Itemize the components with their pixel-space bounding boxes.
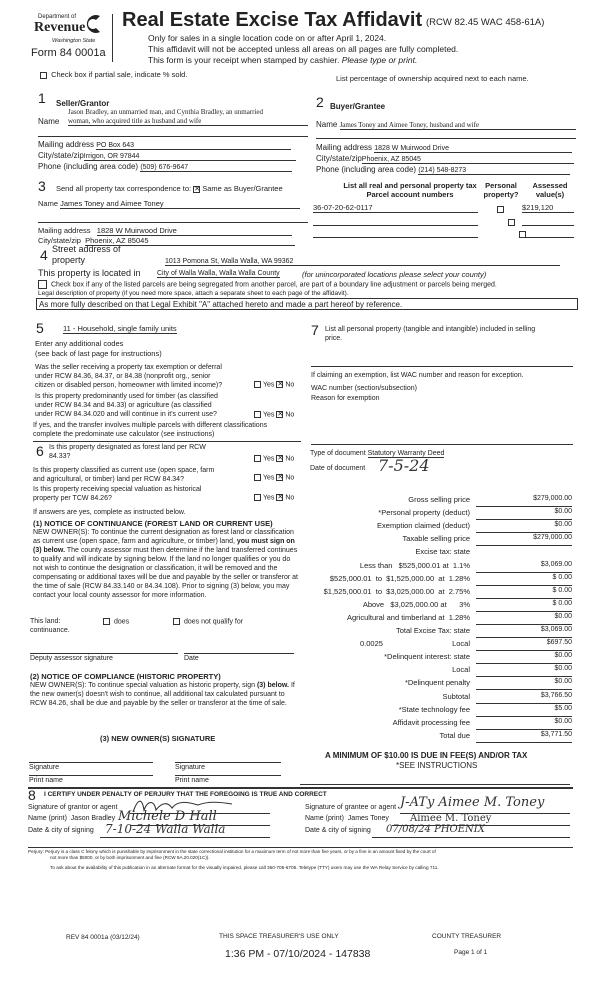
tax-row-value [476, 547, 572, 559]
tax-row-label: Less than $525,000.01 at 1.1% [359, 560, 470, 570]
buyer-phone-label: Phone (including area code) [316, 165, 417, 174]
yes-checkbox[interactable] [254, 381, 261, 388]
print-name-label: Print name [29, 777, 63, 784]
buyer-name-field[interactable]: James Toney and Aimee Toney, husband and wife [340, 121, 576, 130]
no-label: No [285, 381, 295, 389]
question-text: Is this property predominantly used for timber (as classified [35, 393, 218, 400]
logo-state: Washington State [52, 38, 96, 44]
page-title: Real Estate Excise Tax Affidavit [122, 9, 423, 31]
deputy-signature-label: Deputy assessor signature [30, 655, 113, 662]
correspondence-label: Send all property tax correspondence to: [56, 184, 192, 193]
notice2-text [30, 681, 300, 708]
seller-phone-field[interactable]: (509) 676-9647 [140, 164, 292, 172]
yes-checkbox[interactable] [254, 494, 261, 501]
same-as-buyer-label: Same as Buyer/Grantee [202, 184, 283, 193]
ownership-note: List percentage of ownership acquired next to each name. [336, 74, 529, 83]
grantor-signature-label: Signature of grantor or agent [28, 804, 118, 811]
seller-name-line1[interactable]: Jason Bradley, an unmarried man, and Cynthia Bradley, an unmarried [68, 108, 264, 116]
seller-city-label: City/state/zip [38, 151, 84, 160]
street-address-field[interactable]: 1013 Pomona St, Walla Walla, WA 99362 [165, 258, 560, 266]
tax-row-label: *State technology fee [398, 704, 470, 714]
seller-mail-field[interactable]: PO Box 643 [96, 142, 291, 150]
logo-revenue: Revenue [34, 20, 86, 35]
tax-row-label: Local [452, 665, 470, 675]
tax-row-value[interactable]: $0.00 [476, 521, 572, 533]
no-checkbox[interactable] [276, 381, 283, 388]
corr-city-field[interactable]: Phoenix, AZ 85045 [85, 236, 295, 246]
buyer-name-label: Name [316, 120, 338, 129]
tax-row-label: Total due [439, 730, 470, 740]
tax-row-value[interactable]: $0.00 [476, 613, 572, 625]
wac-label: WAC number (section/subsection) [311, 385, 417, 392]
new-owner-signature-label: Signature [175, 764, 205, 771]
if-yes-note: If answers are yes, complete as instructed below. [33, 509, 186, 516]
does-checkbox[interactable] [103, 618, 110, 625]
seller-phone-label: Phone (including area code) [38, 162, 139, 171]
does-not-label: does not qualify for [183, 618, 244, 626]
no-checkbox[interactable] [276, 411, 283, 418]
grantor-date-field[interactable]: 7-10-24 Walla Walla [105, 822, 226, 836]
notice2-bold: (3) below. [256, 682, 289, 689]
yes-checkbox[interactable] [254, 411, 261, 418]
tax-row [300, 494, 572, 507]
section-number: 4 [40, 247, 48, 263]
question-text: Was the seller receiving a property tax exemption or deferral [35, 364, 222, 371]
corr-city-label: City/state/zip [38, 236, 81, 245]
notice1-text-a: NEW OWNER(S): To continue the current designation as forest land or classification as current use (open space, farm and agriculture, or timber) land, [33, 529, 294, 545]
receipt-stamp: 1:36 PM - 07/10/2024 - 147838 [225, 948, 371, 960]
personal-head: Personal [485, 181, 517, 190]
statute: (RCW 82.45 WAC 458-61A) [426, 17, 545, 28]
personal-property-checkbox[interactable] [508, 219, 515, 226]
grantee-signature-label: Signature of grantee or agent [305, 804, 397, 811]
seller-mail-label: Mailing address [38, 140, 95, 149]
question-text: Is this property receiving special valuation as historical [33, 486, 202, 493]
tax-row [300, 651, 572, 664]
legal-description-field[interactable]: As more fully described on that Legal Exhibit "A" attached hereto and made a part hereof by reference. [36, 298, 578, 310]
located-label: This property is located in [38, 268, 141, 278]
assessed-value-field[interactable]: $219,120 [522, 203, 574, 213]
grantee-name-label: Name (print) [305, 815, 344, 822]
tax-row [300, 677, 572, 690]
tax-row [300, 691, 572, 704]
question-text: Is this property classified as current use (open space, farm [33, 467, 215, 474]
logo-dept: Department of [38, 14, 77, 20]
tax-row [300, 625, 572, 638]
parcel-number-field[interactable] [313, 228, 478, 238]
notice1-bold: you must sign on (3) below. [33, 538, 295, 554]
assessed-value-field[interactable] [522, 228, 574, 238]
county-treasurer-label: COUNTY TREASURER [432, 933, 502, 940]
grantee-name-field[interactable]: James Toney [347, 815, 389, 822]
tax-row-label: Subtotal [442, 691, 470, 701]
grantor-name-field[interactable]: Jason Bradley [70, 815, 116, 822]
tax-row-label: *Delinquent interest: state [384, 652, 470, 662]
perjury-text: not more than $5000, or by both imprisonment and fine (RCW 9A.20.020(1C)). [50, 855, 210, 860]
tax-row-label: *Delinquent penalty [404, 678, 470, 688]
assessed-head: Assessed [532, 181, 568, 190]
street-label: Street address of [52, 244, 121, 254]
doc-type-field[interactable]: Statutory Warranty Deed [367, 450, 445, 457]
buyer-heading: Buyer/Grantee [330, 102, 386, 111]
notice2-title: (2) NOTICE OF COMPLIANCE (HISTORIC PROPERTY) [30, 672, 221, 681]
header-line: This affidavit will not be accepted unless all areas on all pages are fully completed. [148, 44, 459, 54]
tax-row-prefix: 0.0025 [360, 639, 383, 649]
perjury-text: Perjury: Perjury is a class C felony which is punishable by imprisonment in the state correctional institution for a maximum term of not more than five years, or by a fine in an amount fixed by the court of [28, 849, 436, 854]
logo-swoosh-icon [82, 12, 104, 36]
no-label: No [285, 474, 295, 482]
same-as-buyer-checkbox[interactable] [193, 186, 200, 193]
continuance-label: continuance. [30, 627, 70, 634]
tax-row [300, 546, 572, 559]
tax-row-label: Gross selling price [408, 495, 470, 504]
grantor-date-label: Date & city of signing [28, 827, 94, 834]
form-number: Form 84 0001a [31, 47, 106, 59]
corr-mail-label: Mailing address [38, 226, 91, 235]
tax-row [300, 664, 572, 677]
grantee-name-handwritten: Aimee M. Toney [410, 813, 492, 824]
grantee-date-field[interactable]: 07/08/24 PHOENIX [386, 824, 485, 835]
parcel-head: Parcel account numbers [366, 190, 454, 199]
tax-row-label: Local [452, 639, 470, 649]
tax-row [300, 560, 572, 573]
seller-name-line2[interactable]: woman, who acquired title as husband and wife [68, 117, 308, 126]
tax-row-value[interactable]: $0.00 [476, 508, 572, 520]
header-line-italic: Please type or print. [341, 55, 418, 65]
partial-sale-label: Check box if partial sale, indicate % sold. [51, 70, 188, 79]
tax-row [300, 573, 572, 586]
tax-row [300, 507, 572, 520]
section-number: 3 [38, 178, 46, 194]
tax-row [300, 533, 572, 546]
tax-row-value[interactable]: $0.00 [476, 652, 572, 664]
tax-row-value[interactable]: $ 0.00 [476, 574, 572, 586]
treasurer-use-label: THIS SPACE TREASURER'S USE ONLY [219, 933, 339, 940]
yes-label: Yes [263, 381, 275, 389]
no-label: No [285, 494, 295, 502]
question-text: 84.33? [49, 453, 71, 460]
no-label: No [285, 411, 295, 419]
tax-row [300, 586, 572, 599]
tax-row-value[interactable]: $3,771.50 [476, 731, 572, 743]
seller-city-field[interactable]: Irrigon, OR 97844 [84, 153, 296, 161]
additional-codes-label: (see back of last page for instructions) [35, 349, 162, 358]
notice1-title: (1) NOTICE OF CONTINUANCE (FOREST LAND OR CURRENT USE) [33, 519, 273, 528]
doc-date-label: Date of document [310, 465, 366, 472]
question-text: property per TCW 84.26? [33, 495, 112, 502]
header-divider [112, 14, 113, 62]
tax-row [300, 520, 572, 533]
header-line: Only for sales in a single location code on or after April 1, 2024. [148, 33, 387, 43]
doc-type-label: Type of document [310, 450, 366, 457]
grantor-name-label: Name (print) [28, 815, 67, 822]
parcel-number-field[interactable] [313, 216, 478, 226]
section-number: 8 [28, 787, 36, 803]
located-note: (for unincorporated locations please select your county) [302, 270, 487, 279]
no-label: No [285, 455, 295, 463]
grantee-date-label: Date & city of signing [305, 827, 371, 834]
tax-row-label: $525,000.01 to $1,525,000.00 at 1.28% [329, 573, 470, 583]
yes-label: Yes [263, 455, 275, 463]
tax-row-label: Taxable selling price [402, 534, 470, 544]
tax-row-value[interactable]: $5.00 [476, 705, 572, 717]
question-text: under RCW 84.34.020 and will continue in it's current use? [35, 411, 217, 418]
tax-row-value[interactable]: $ 0.00 [476, 600, 572, 612]
yes-label: Yes [263, 494, 275, 502]
buyer-phone-field[interactable]: (214) 548-8273 [418, 167, 570, 175]
tax-row-value[interactable]: $3,069.00 [476, 626, 572, 638]
notice2-text-b: If the new owner(s) doesn't wish to continue, all additional tax calculated pursuant to RCW 84.26, shall be due and payable by the seller or transferor at the time of sale. [30, 682, 295, 707]
page-indicator: Page 1 of 1 [454, 949, 488, 956]
question-text: Is this property designated as forest land per RCW [49, 444, 206, 451]
use-code-field[interactable]: 11 - Household, single family units [63, 324, 177, 333]
yes-label: Yes [263, 474, 275, 482]
section7-label: price. [325, 335, 343, 342]
header-line: This form is your receipt when stamped by cashier. [148, 55, 340, 65]
tax-row-value[interactable]: $697.50 [476, 639, 572, 651]
tax-row-label: $1,525,000.01 to $3,025,000.00 at 2.75% [323, 586, 470, 596]
new-owner-signature-label: Signature [29, 764, 59, 771]
exemption-label: If claiming an exemption, list WAC number and reason for exception. [311, 372, 524, 379]
tax-row [300, 638, 572, 651]
question-text: under RCW 84.36, 84.37, or 84.38 (nonprofit org., senior [35, 373, 211, 380]
question-text: citizen or disabled person, homeowner with limited income)? [35, 382, 223, 389]
tax-row-label: Total Excise Tax: state [395, 626, 470, 635]
buyer-city-field[interactable]: Phoenix, AZ 85045 [362, 156, 574, 164]
tax-row-value[interactable]: $279,000.00 [476, 534, 572, 546]
additional-codes-label: Enter any additional codes [35, 339, 124, 348]
segregated-label: Check box if any of the listed parcels are being segregated from another parcel, are part of a boundary line adjustment or parcels being merged. [50, 281, 497, 289]
tax-row-label: Exemption claimed (deduct) [377, 521, 470, 531]
assessed-value-field[interactable] [522, 216, 574, 226]
section-number: 2 [316, 94, 324, 110]
tax-row-value[interactable]: $0.00 [476, 665, 572, 677]
street-label: property [52, 255, 86, 265]
deputy-date-label: Date [184, 655, 199, 662]
tax-row [300, 612, 572, 625]
tax-row-value[interactable]: $ 0.00 [476, 587, 572, 599]
personal-property-checkbox[interactable] [497, 206, 504, 213]
minimum-due-note: A MINIMUM OF $10.00 IS DUE IN FEE(S) AND/OR TAX [325, 751, 528, 760]
reason-label: Reason for exemption [311, 395, 380, 402]
question-text: under RCW 84.34 and 84.33) or agriculture (as classified [35, 402, 212, 409]
buyer-city-label: City/state/zip [316, 154, 362, 163]
does-not-checkbox[interactable] [173, 618, 180, 625]
seller-name-label: Name [38, 117, 60, 126]
tax-row [300, 704, 572, 717]
buyer-mail-field[interactable]: 1828 W Muirwood Drive [374, 145, 572, 153]
segregated-checkbox[interactable] [38, 280, 47, 289]
section-number: 1 [38, 90, 46, 106]
does-label: does [113, 618, 130, 626]
notice1-text [33, 528, 301, 600]
tax-row [300, 599, 572, 612]
certify-statement: I CERTIFY UNDER PENALTY OF PERJURY THAT THE FOREGOING IS TRUE AND CORRECT [44, 791, 327, 798]
grantee-signature[interactable]: J-ATy Aimee M. Toney [400, 795, 545, 810]
no-checkbox[interactable] [276, 455, 283, 462]
assessed-head: value(s) [535, 190, 565, 199]
no-checkbox[interactable] [276, 474, 283, 481]
corr-name-label: Name [38, 199, 59, 208]
tax-row [300, 730, 572, 743]
notice2-text-a: NEW OWNER(S): To continue special valuation as historic property, sign [30, 682, 255, 689]
print-name-label: Print name [175, 777, 209, 784]
section-number: 5 [36, 320, 44, 336]
corr-name-field[interactable]: James Toney and Aimee Toney [60, 199, 300, 209]
legal-label: Legal description of property (if you need more space, attach a separate sheet to each page of the affidavit). [38, 290, 349, 297]
see-instructions: *SEE INSTRUCTIONS [396, 761, 478, 770]
tax-row-value[interactable]: $0.00 [476, 678, 572, 690]
tax-row [300, 717, 572, 730]
doc-date-field[interactable]: 7-5-24 [378, 456, 430, 475]
tax-row-value[interactable]: $0.00 [476, 718, 572, 730]
section-number: 6 [36, 443, 44, 459]
section-number: 7 [311, 322, 319, 338]
tax-row-value[interactable]: $279,000.00 [476, 495, 572, 507]
located-field[interactable]: City of Walla Walla, Walla Walla County [157, 270, 280, 277]
note-text: complete the predominate use calculator (see instructions) [33, 431, 215, 438]
grantor-name-handwritten: Michele D Hall [118, 809, 217, 824]
tax-row-label: Affidavit processing fee [392, 717, 470, 727]
tax-row-value[interactable]: $3,766.50 [476, 692, 572, 704]
question-text: and agricultural, or timber) land per RCW 84.34? [33, 476, 184, 483]
parcel-head: List all real and personal property tax [343, 181, 477, 190]
accessibility-note: To ask about the availability of this publication in an alternate format for the visually impaired, please call 360-705-6705. Teletype (TTY) users may use the WA Relay Service by calling 711. [50, 865, 439, 870]
notice1-text-b: The county assessor must then determine if the land transferred continues to qualify and will indicate by signing below. If the land no longer qualifies or you do not wish to continue the designation or classification, it will be removed and the compensating or additional taxes will be due and payable by the seller or transferor at the time of sale (RCW 84.33.140 or 84.34.108). Prior to signing (3) below, you may contact your local county assessor for more information. [33, 547, 298, 599]
tax-row-label: Agricultural and timberland at 1.28% [347, 612, 470, 622]
note-text: If yes, and the transfer involves multiple parcels with different classifications [33, 422, 268, 429]
this-land-label: This land: [30, 618, 61, 625]
tax-row-label: Excise tax: state [415, 547, 470, 557]
buyer-mail-label: Mailing address [316, 143, 373, 152]
tax-row-label: *Personal property (deduct) [378, 508, 470, 518]
yes-checkbox[interactable] [254, 455, 261, 462]
tax-row-label: Above $3,025,000.00 at 3% [362, 599, 470, 609]
yes-label: Yes [263, 411, 275, 419]
no-checkbox[interactable] [276, 494, 283, 501]
section7-label: List all personal property (tangible and intangible) included in selling [325, 326, 536, 333]
revision-label: REV 84 0001a (03/12/24) [66, 934, 140, 941]
tax-row-value[interactable]: $3,069.00 [476, 561, 572, 573]
parcel-number-field[interactable]: 36-07-20-62-0117 [313, 203, 478, 213]
personal-head: property? [483, 190, 519, 199]
new-owner-signature-title: (3) NEW OWNER(S) SIGNATURE [100, 734, 216, 743]
yes-checkbox[interactable] [254, 474, 261, 481]
seller-heading: Seller/Grantor [56, 99, 110, 108]
corr-mail-field[interactable]: 1828 W Muirwood Drive [97, 226, 292, 236]
partial-sale-checkbox[interactable] [40, 72, 47, 79]
